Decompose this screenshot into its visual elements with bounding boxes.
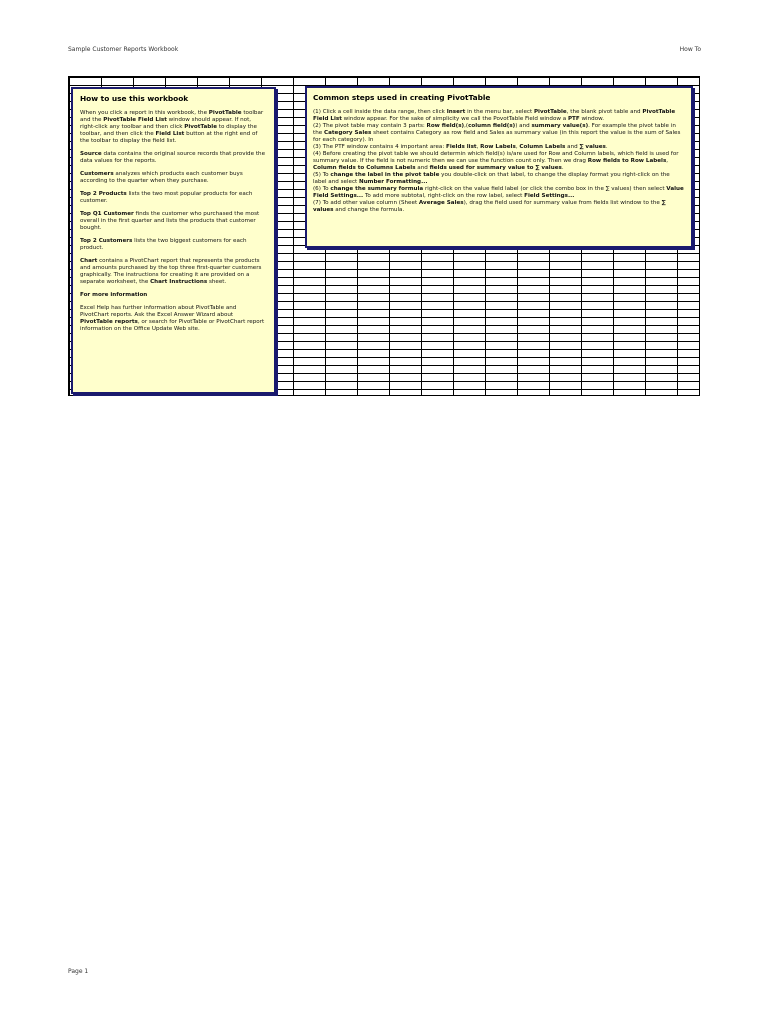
how-to-paragraph: Top 2 Customers lists the two biggest customers for each product. — [80, 238, 247, 251]
how-to-paragraph: Source data contains the original source records that provide the data values for the reports. — [80, 151, 266, 164]
step-paragraph: (2) The pivot table may contain 3 parts: Row field(s),(column field(s)) and summary value(s). For example the pivot table in the Category Sales sheet contains Category as row field and Sales as summary value (in this report the value is the sum of Sales for each category). In — [313, 123, 681, 143]
how-to-paragraph: Top Q1 Customer finds the customer who purchased the most overall in the first quarter and lists the products that customer bought. — [80, 211, 260, 231]
step-paragraph: (5) To change the label in the pivot table you double-click on that label, to change the display format you right-click on the label and select Number Formatting... — [313, 172, 670, 185]
how-to-body — [80, 110, 267, 333]
how-to-paragraph: Top 2 Products lists the two most popular products for each customer. — [80, 191, 253, 204]
common-steps-title: Common steps used in creating PivotTable — [313, 93, 491, 102]
how-to-paragraph: Customers analyzes which products each customer buys according to the quarter when they purchase. — [80, 171, 243, 184]
header-sheet-name: How To — [679, 46, 701, 53]
common-steps-text-box — [305, 86, 693, 248]
step-paragraph: (4) Before creating the pivot table we should determin which field(s) is/are used for Row and Column labels, which field is used for summary value. If the field is not numeric then we can use the function count only. Then we drag Row fields to Row Labels, Column fields to Columns Labels and fields used for summary value to ∑ values. — [313, 151, 679, 171]
step-paragraph: (3) The PTF window contains 4 important area: Fields list, Row Labels, Column Labels and ∑ values. — [313, 144, 608, 150]
step-paragraph: (7) To add other value column (Sheet Average Sales), drag the field used for summary value from fields list window to the ∑ values and change the formula. — [313, 200, 666, 213]
step-paragraph: (6) To change the summary formula right-click on the value field label (or click the combo box in the ∑ values) then select Value Field Settings... To add more subtotal, right-click on the row label, select Field Settings... — [313, 186, 684, 199]
step-paragraph: (1) Click a cell inside the data range, then click Insert in the menu bar, select PivotTable, the blank pivot table and PivotTable Field List window appear. For the sake of simplicity we call the PovotTable Field window a PTF window. — [313, 109, 676, 122]
how-to-paragraph: Chart contains a PivotChart report that represents the products and amounts purchased by the top three first-quarter customers graphically. The instructions for creating it are provided on a separate worksheet, the Chart Instructions sheet. — [80, 258, 262, 285]
how-to-paragraph: When you click a report in this workbook, the PivotTable toolbar and the PivotTable Field List window should appear. If not, right-click any toolbar and then click PivotTable to display the toolbar, and then click the Field List button at the right end of the toolbar to display the field list. — [80, 110, 264, 144]
how-to-paragraph: For more information — [80, 292, 148, 298]
how-to-text-box — [71, 87, 276, 394]
header-workbook-title: Sample Customer Reports Workbook — [68, 46, 179, 53]
how-to-title: How to use this workbook — [80, 94, 189, 103]
how-to-paragraph: Excel Help has further information about PivotTable and PivotChart reports. Ask the Excel Answer Wizard about PivotTable reports, or search for PivotTable or PivotChart report information on the Office Update Web site. — [80, 305, 265, 332]
page-number: Page 1 — [68, 968, 89, 975]
common-steps-body — [313, 109, 685, 214]
